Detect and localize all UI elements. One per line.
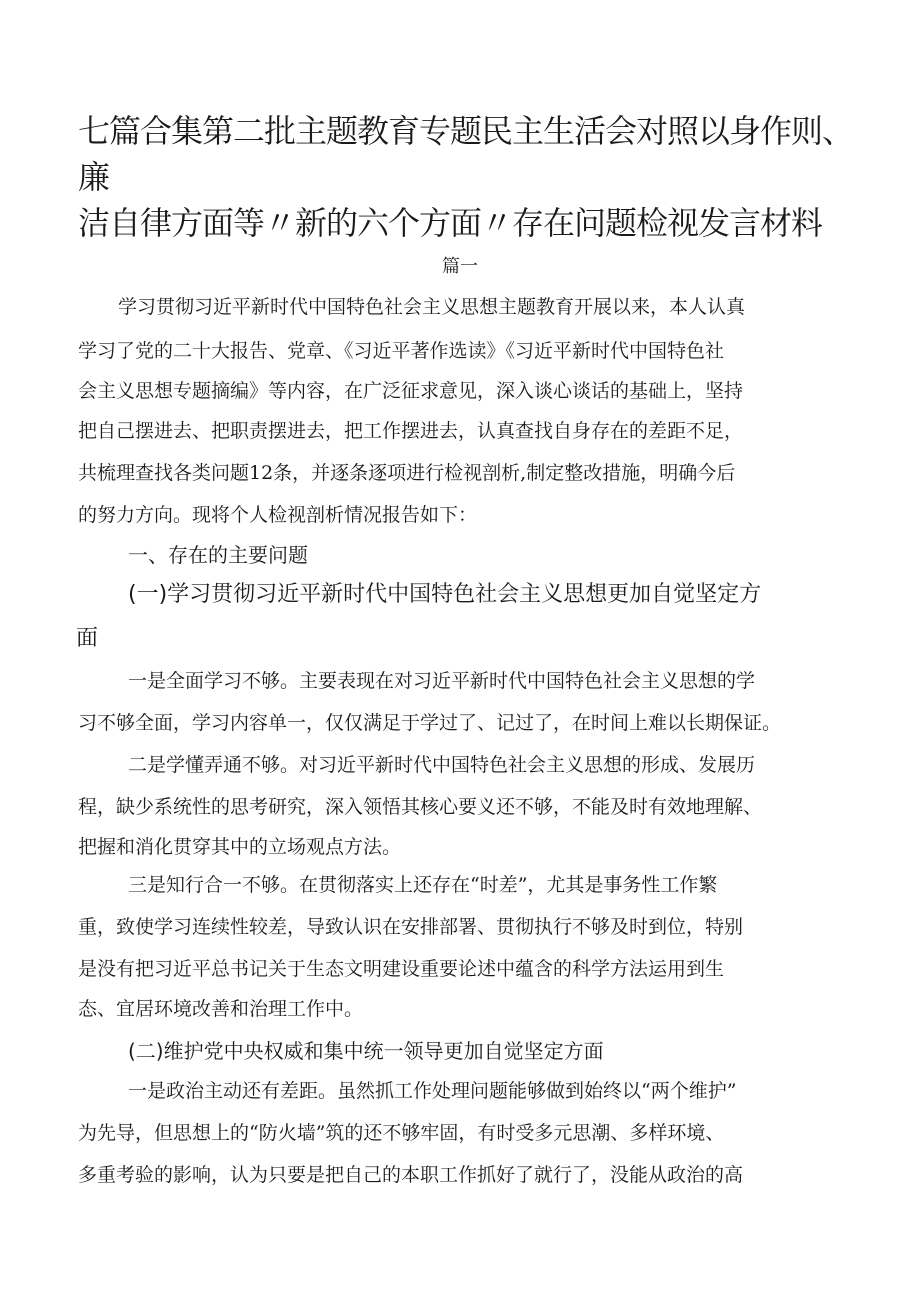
subsection-heading: (二)维护党中央权威和集中统一领导更加自觉坚定方面 <box>128 1039 604 1063</box>
paragraph-line: 共梳理查找各类问题12条，并逐条逐项进行检视剖析,制定整改措施，明确今后 <box>78 462 736 484</box>
title-line-2: 洁自律方面等〃新的六个方面〃存在问题检视发言材料 <box>78 204 823 242</box>
paragraph-line: 程，缺少系统性的思考研究，深入领悟其核心要义还不够，不能及时有效地理解、 <box>78 796 763 818</box>
paragraph-line: 学习了党的二十大报告、党章、《习近平著作选读》《习近平新时代中国特色社 <box>78 340 725 362</box>
section-heading: 一、存在的主要问题 <box>128 543 308 567</box>
paragraph-line: 多重考验的影响，认为只要是把自己的本职工作抓好了就行了，没能从政治的高 <box>78 1164 744 1186</box>
section-label: 篇一 <box>442 256 478 277</box>
paragraph-line: 把握和消化贯穿其中的立场观点方法。 <box>78 836 402 858</box>
paragraph-line: 的努力方向。现将个人检视剖析情况报告如下： <box>78 504 478 526</box>
paragraph-line: 把自己摆进去、把职责摆进去，把工作摆进去，认真查找自身存在的差距不足， <box>78 420 744 442</box>
subsection-heading: (一)学习贯彻习近平新时代中国特色社会主义思想更加自觉坚定方 <box>128 582 762 607</box>
paragraph-line: 习不够全面，学习内容单一，仅仅满足于学过了、记过了，在时间上难以长期保证。 <box>78 712 782 734</box>
paragraph-line: 为先导，但思想上的“防火墙”筑的还不够牢固，有时受多元思潮、多样环境、 <box>78 1122 725 1144</box>
paragraph-line: 会主义思想专题摘编》等内容，在广泛征求意见，深入谈心谈话的基础上，坚持 <box>78 380 744 402</box>
document-title <box>78 108 868 246</box>
paragraph-line: 一是政治主动还有差距。虽然抓工作处理问题能够做到始终以“两个维护” <box>128 1080 737 1102</box>
subsection-heading-continued: 面 <box>76 626 99 651</box>
paragraph-line: 是没有把习近平总书记关于生态文明建设重要论述中蕴含的科学方法运用到生 <box>78 958 725 980</box>
title-line-1: 七篇合集第二批主题教育专题民主生活会对照以身作则、廉 <box>78 112 854 196</box>
paragraph-line: 一是全面学习不够。主要表现在对习近平新时代中国特色社会主义思想的学 <box>128 670 756 692</box>
paragraph-line: 二是学懂弄通不够。对习近平新时代中国特色社会主义思想的形成、发展历 <box>128 754 756 776</box>
paragraph-line: 重，致使学习连续性较差，导致认识在安排部署、贯彻执行不够及时到位，特别 <box>78 916 744 938</box>
paragraph-line: 三是知行合一不够。在贯彻落实上还存在“时差”，尤其是事务性工作繁 <box>128 874 718 896</box>
paragraph-line: 态、宜居环境改善和治理工作中。 <box>78 998 364 1020</box>
paragraph-line: 学习贯彻习近平新时代中国特色社会主义思想主题教育开展以来，本人认真 <box>118 296 746 318</box>
